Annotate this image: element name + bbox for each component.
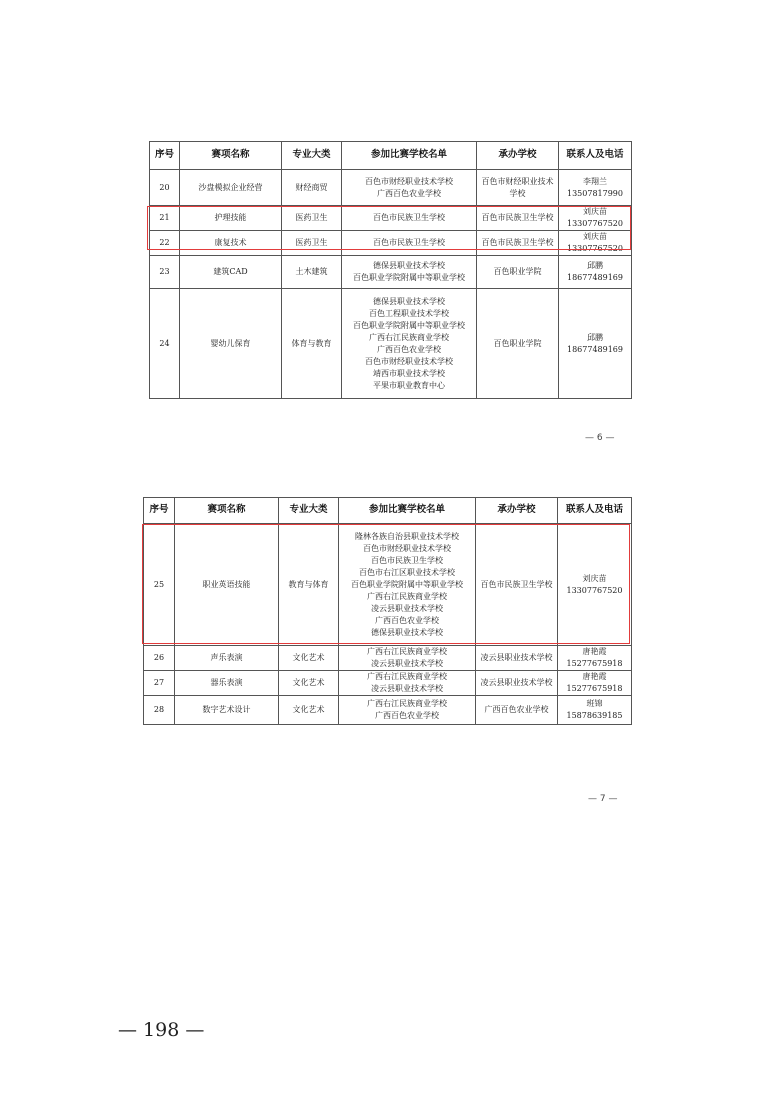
contact-person-line: 13507817990 bbox=[567, 188, 623, 198]
competition-table-page-6 bbox=[149, 141, 632, 399]
participating-schools bbox=[339, 696, 476, 725]
contact-person bbox=[559, 206, 632, 231]
participating-schools bbox=[342, 206, 477, 231]
row-number: 21 bbox=[150, 206, 180, 231]
competition-name: 护理技能 bbox=[180, 206, 282, 231]
column-header: 赛项名称 bbox=[175, 498, 279, 524]
participating-schools-line: 百色市民族卫生学校 bbox=[373, 213, 445, 222]
column-header: 参加比赛学校名单 bbox=[339, 498, 476, 524]
host-school-line: 百色市民族卫生学校 bbox=[481, 213, 554, 222]
major-category: 财经商贸 bbox=[282, 170, 342, 206]
column-header: 参加比赛学校名单 bbox=[342, 142, 477, 170]
competition-name: 沙盘模拟企业经营 bbox=[180, 170, 282, 206]
participating-schools-line: 广西右江民族商业学校 bbox=[367, 699, 447, 708]
row-number: 24 bbox=[150, 289, 180, 399]
row-number: 28 bbox=[144, 696, 175, 725]
footer-page-number: — 198 — bbox=[118, 1019, 205, 1041]
participating-schools-line: 广西右江民族商业学校 bbox=[367, 591, 447, 601]
host-school-line: 百色职业学院 bbox=[493, 338, 542, 348]
contact-person-line: 13307767520 bbox=[567, 219, 623, 228]
host-school-line: 凌云县职业技术学校 bbox=[480, 653, 553, 662]
competition-name: 数字艺术设计 bbox=[175, 696, 279, 725]
host-school bbox=[477, 256, 559, 289]
participating-schools-line: 百色市右江区职业技术学校 bbox=[359, 567, 455, 577]
participating-schools-line: 百色市财经职业技术学校 bbox=[363, 543, 451, 553]
contact-person-line: 刘庆苗 bbox=[583, 232, 607, 241]
participating-schools-line: 凌云县职业技术学校 bbox=[371, 684, 443, 693]
column-header: 专业大类 bbox=[279, 498, 339, 524]
host-school bbox=[477, 231, 559, 256]
participating-schools-line: 百色职业学院附属中等职业学校 bbox=[353, 320, 465, 330]
participating-schools bbox=[339, 524, 476, 646]
participating-schools-line: 广西右江民族商业学校 bbox=[367, 672, 447, 681]
contact-person-line: 13307767520 bbox=[566, 585, 623, 595]
row-number: 26 bbox=[144, 646, 175, 671]
host-school bbox=[476, 524, 558, 646]
host-school bbox=[477, 289, 559, 399]
competition-name: 器乐表演 bbox=[175, 671, 279, 696]
contact-person-line: 邱鹏 bbox=[587, 261, 603, 270]
participating-schools-line: 德保县职业技术学校 bbox=[373, 296, 445, 306]
contact-person bbox=[558, 524, 632, 646]
column-header: 承办学校 bbox=[477, 142, 559, 170]
column-header: 赛项名称 bbox=[180, 142, 282, 170]
competition-name: 康复技术 bbox=[180, 231, 282, 256]
major-category: 医药卫生 bbox=[282, 206, 342, 231]
contact-person bbox=[559, 231, 632, 256]
participating-schools-line: 百色工程职业技术学校 bbox=[369, 308, 449, 318]
participating-schools bbox=[342, 170, 477, 206]
table-row bbox=[150, 231, 632, 256]
column-header: 序号 bbox=[150, 142, 180, 170]
row-number: 20 bbox=[150, 170, 180, 206]
contact-person bbox=[558, 696, 632, 725]
contact-person-line: 15878639185 bbox=[566, 711, 623, 720]
table-row bbox=[144, 696, 632, 725]
participating-schools-line: 百色市财经职业技术学校 bbox=[365, 176, 453, 186]
competition-table-page-7 bbox=[143, 497, 632, 725]
column-header: 联系人及电话 bbox=[559, 142, 632, 170]
competition-name: 建筑CAD bbox=[180, 256, 282, 289]
contact-person-line: 18677489169 bbox=[567, 344, 623, 354]
contact-person-line: 唐艳霞 bbox=[582, 672, 607, 681]
participating-schools bbox=[339, 646, 476, 671]
major-category: 教育与体育 bbox=[279, 524, 339, 646]
host-school bbox=[476, 646, 558, 671]
table-row bbox=[150, 170, 632, 206]
participating-schools-line: 百色职业学院附属中等职业学校 bbox=[353, 273, 465, 282]
competition-name: 声乐表演 bbox=[175, 646, 279, 671]
row-number: 23 bbox=[150, 256, 180, 289]
column-header: 联系人及电话 bbox=[558, 498, 632, 524]
column-header: 专业大类 bbox=[282, 142, 342, 170]
participating-schools-line: 百色市民族卫生学校 bbox=[373, 238, 445, 247]
column-header: 承办学校 bbox=[476, 498, 558, 524]
participating-schools-line: 百色职业学院附属中等职业学校 bbox=[351, 579, 463, 589]
contact-person-line: 李翔兰 bbox=[583, 176, 607, 186]
host-school-line: 学校 bbox=[509, 188, 526, 198]
participating-schools-line: 广西百色农业学校 bbox=[377, 344, 441, 354]
competition-name: 婴幼儿保育 bbox=[180, 289, 282, 399]
major-category: 医药卫生 bbox=[282, 231, 342, 256]
major-category: 土木建筑 bbox=[282, 256, 342, 289]
contact-person bbox=[559, 289, 632, 399]
host-school-line: 百色市民族卫生学校 bbox=[481, 238, 554, 247]
table-row bbox=[144, 671, 632, 696]
page-number: — 7 — bbox=[588, 794, 618, 804]
major-category: 体育与教育 bbox=[282, 289, 342, 399]
host-school bbox=[476, 671, 558, 696]
contact-person bbox=[559, 170, 632, 206]
page-number: — 6 — bbox=[585, 433, 615, 443]
contact-person-line: 13307767520 bbox=[567, 244, 623, 253]
contact-person bbox=[558, 671, 632, 696]
contact-person-line: 18677489169 bbox=[567, 273, 623, 282]
participating-schools bbox=[342, 231, 477, 256]
host-school bbox=[477, 170, 559, 206]
participating-schools-line: 百色市财经职业技术学校 bbox=[365, 356, 453, 366]
participating-schools bbox=[342, 289, 477, 399]
host-school bbox=[477, 206, 559, 231]
participating-schools-line: 靖西市职业技术学校 bbox=[373, 368, 445, 378]
host-school-line: 百色市民族卫生学校 bbox=[480, 579, 553, 589]
contact-person-line: 刘庆苗 bbox=[582, 573, 607, 583]
participating-schools-line: 广西右江民族商业学校 bbox=[369, 332, 449, 342]
participating-schools-line: 平果市职业教育中心 bbox=[373, 380, 445, 390]
participating-schools-line: 凌云县职业技术学校 bbox=[371, 603, 443, 613]
host-school-line: 百色市财经职业技术 bbox=[481, 176, 554, 186]
table-row bbox=[150, 206, 632, 231]
major-category: 文化艺术 bbox=[279, 671, 339, 696]
participating-schools-line: 凌云县职业技术学校 bbox=[371, 659, 443, 668]
table-row bbox=[150, 289, 632, 399]
column-header: 序号 bbox=[144, 498, 175, 524]
contact-person-line: 邱鹏 bbox=[587, 332, 603, 342]
participating-schools-line: 广西右江民族商业学校 bbox=[367, 647, 447, 656]
competition-name: 职业英语技能 bbox=[175, 524, 279, 646]
host-school-line: 凌云县职业技术学校 bbox=[480, 678, 553, 687]
row-number: 25 bbox=[144, 524, 175, 646]
participating-schools-line: 广西百色农业学校 bbox=[377, 188, 441, 198]
contact-person bbox=[558, 646, 632, 671]
table-row bbox=[144, 646, 632, 671]
participating-schools-line: 广西百色农业学校 bbox=[375, 615, 439, 625]
participating-schools-line: 广西百色农业学校 bbox=[375, 711, 439, 720]
table-row bbox=[144, 524, 632, 646]
contact-person-line: 唐艳霞 bbox=[582, 647, 607, 656]
major-category: 文化艺术 bbox=[279, 696, 339, 725]
contact-person bbox=[559, 256, 632, 289]
participating-schools-line: 百色市民族卫生学校 bbox=[371, 555, 443, 565]
row-number: 22 bbox=[150, 231, 180, 256]
contact-person-line: 班锦 bbox=[586, 699, 603, 708]
participating-schools-line: 德保县职业技术学校 bbox=[373, 261, 445, 270]
table-row bbox=[150, 256, 632, 289]
participating-schools bbox=[339, 671, 476, 696]
participating-schools-line: 隆林各族自治县职业技术学校 bbox=[355, 531, 459, 541]
contact-person-line: 15277675918 bbox=[566, 659, 623, 668]
major-category: 文化艺术 bbox=[279, 646, 339, 671]
host-school-line: 百色职业学院 bbox=[493, 267, 542, 276]
contact-person-line: 刘庆苗 bbox=[583, 207, 607, 216]
participating-schools bbox=[342, 256, 477, 289]
host-school bbox=[476, 696, 558, 725]
contact-person-line: 15277675918 bbox=[566, 684, 623, 693]
row-number: 27 bbox=[144, 671, 175, 696]
table-header-row bbox=[144, 498, 632, 524]
participating-schools-line: 德保县职业技术学校 bbox=[371, 627, 443, 637]
host-school-line: 广西百色农业学校 bbox=[484, 705, 549, 714]
table-header-row bbox=[150, 142, 632, 170]
